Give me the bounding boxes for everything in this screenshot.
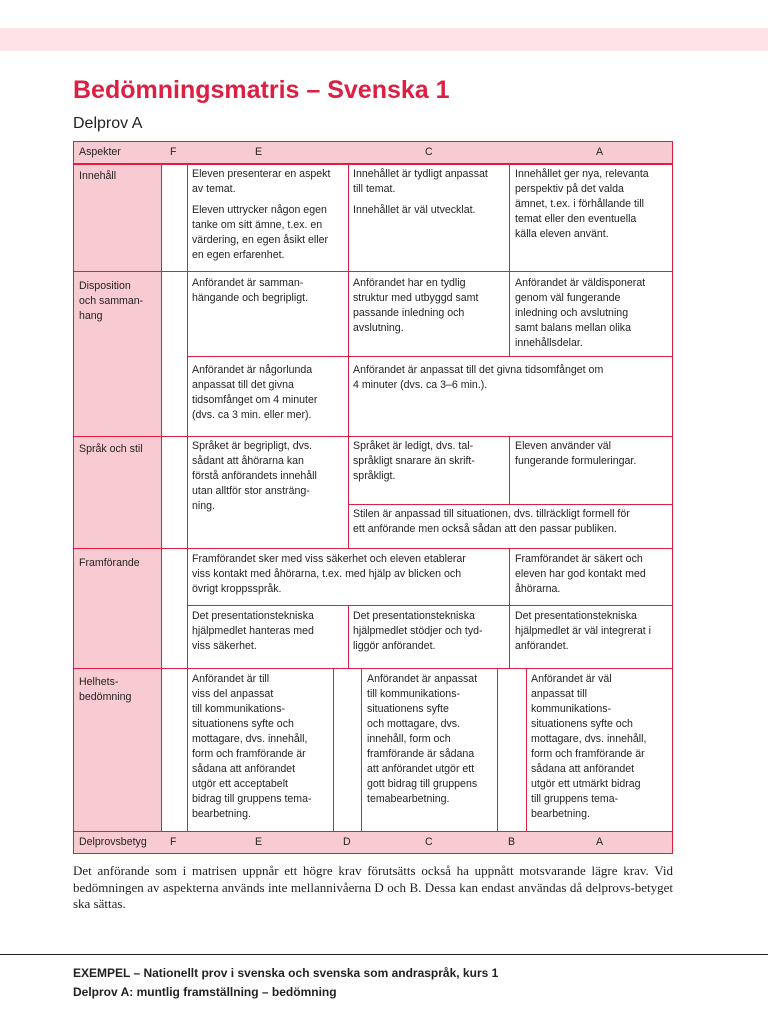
innehall-e-text-2: Eleven uttrycker någon egen tanke om sitt ämne, t.ex. en värdering, en egen åsikt eller en egen erfarenhet. xyxy=(192,204,329,261)
header-aspekter: Aspekter xyxy=(79,146,121,158)
matrix-header-row xyxy=(73,141,673,164)
helhet-e-text: Anförandet är till viss del anpassat till kommunikations- situationens syfte och mottagare, dvs. innehåll, form och framförande är sådana att anförandet utgör ett acceptabelt bidrag till gruppens tema- bearbetning. xyxy=(192,673,312,820)
framforande-e-text-2: Det presentationstekniska hjälpmedlet hanteras med viss säkerhet. xyxy=(192,610,314,652)
row-label-innehall: Innehåll xyxy=(79,170,117,182)
innehall-c-text-2: Innehållet är väl utvecklat. xyxy=(353,204,476,216)
helhet-a-text: Anförandet är väl anpassat till kommunikations- situationens syfte och mottagare, dvs. innehåll, form och framförande är sådana att anförandet utgör ett utmärkt bidrag till gruppens tema- bearbetning. xyxy=(531,673,647,820)
footer-line-2: Delprov A: muntlig framställning – bedömning xyxy=(73,985,337,999)
innehall-e-text-1: Eleven presenterar en aspekt av temat. xyxy=(192,168,331,195)
header-grade-a: A xyxy=(596,146,604,158)
disposition-ca-text-2: Anförandet är anpassat till det givna tidsomfånget om 4 minuter (dvs. ca 3–6 min.). xyxy=(353,364,604,391)
f-cell xyxy=(161,436,188,549)
row-label-disposition: Disposition och samman- hang xyxy=(79,280,144,322)
page-subtitle: Delprov A xyxy=(73,115,143,132)
f-cell xyxy=(161,548,188,669)
header-grade-c: C xyxy=(425,146,433,158)
sprak-e-text-1: Språket är begripligt, dvs. sådant att åhörarna kan förstå anförandets innehåll utan alltför stor ansträng- ning. xyxy=(192,440,317,512)
delprovsbetyg-a: A xyxy=(596,836,604,848)
framforande-a-text-2: Det presentationstekniska hjälpmedlet är väl integrerat i anförandet. xyxy=(515,610,652,652)
f-cell xyxy=(161,271,188,437)
disposition-c-text-1: Anförandet har en tydlig struktur med utbyggd samt passande inledning och avslutning. xyxy=(353,277,479,334)
delprovsbetyg-c: C xyxy=(425,836,433,848)
sprak-a-text-1: Eleven använder väl fungerande formuleringar. xyxy=(515,440,637,467)
delprovsbetyg-label: Delprovsbetyg xyxy=(79,836,147,848)
footer-line-1: EXEMPEL – Nationellt prov i svenska och svenska som andraspråk, kurs 1 xyxy=(73,966,499,980)
delprovsbetyg-d: D xyxy=(343,836,351,848)
f-cell xyxy=(161,164,188,272)
sprak-ca-text-2: Stilen är anpassad till situationen, dvs. tillräckligt formell för ett anförande men också sådan att den passar publiken. xyxy=(353,508,630,535)
footer-divider xyxy=(0,954,768,955)
innehall-c-text-1: Innehållet är tydligt anpassat till temat. xyxy=(353,168,488,195)
row-label-helhet: Helhets- bedömning xyxy=(79,676,132,703)
header-grade-f: F xyxy=(170,146,177,158)
innehall-a-text-1: Innehållet ger nya, relevanta perspektiv på det valda ämnet, t.ex. i förhållande till temat eller den eventuella källa eleven använt. xyxy=(515,168,649,240)
row-label-sprak: Språk och stil xyxy=(79,443,143,455)
delprovsbetyg-b: B xyxy=(508,836,516,848)
sprak-c-text-1: Språket är ledigt, dvs. tal- språkligt snarare än skrift- språkligt. xyxy=(353,440,475,482)
framforande-c-text-2: Det presentationstekniska hjälpmedlet stödjer och tyd- liggör anförandet. xyxy=(353,610,483,652)
header-grade-e: E xyxy=(255,146,263,158)
f-cell xyxy=(161,668,188,832)
delprovsbetyg-e: E xyxy=(255,836,263,848)
b-cell xyxy=(497,668,527,832)
framforande-ec-text-1: Framförandet sker med viss säkerhet och eleven etablerar viss kontakt med åhörarna, t.ex. med hjälp av blicken och övrigt kroppsspråk. xyxy=(192,553,466,595)
disposition-a-text-1: Anförandet är väldisponerat genom väl fungerande inledning och avslutning samt balans mellan olika innehållsdelar. xyxy=(515,277,646,349)
explanatory-note: Det anförande som i matrisen uppnår ett högre krav förutsätts också ha uppnått motsvarande lägre krav. Vid bedömningen av aspekterna används inte mellannivåerna D och B. Dessa kan endast användas då delprovs-betyget ska sättas. xyxy=(73,863,673,911)
row-label-framforande: Framförande xyxy=(79,557,140,569)
delprovsbetyg-f: F xyxy=(170,836,177,848)
framforande-a-text-1: Framförandet är säkert och eleven har god kontakt med åhörarna. xyxy=(515,553,646,595)
page-title: Bedömningsmatris – Svenska 1 xyxy=(73,76,450,104)
d-cell xyxy=(333,668,362,832)
delprovsbetyg-row xyxy=(73,831,673,854)
disposition-e-text-1: Anförandet är samman- hängande och begripligt. xyxy=(192,277,309,304)
helhet-c-text: Anförandet är anpassat till kommunikations- situationens syfte och mottagare, dvs. innehåll, form och framförande är sådana att anförandet utgör ett gott bidrag till gruppens temabearbetning. xyxy=(367,673,478,805)
disposition-e-text-2: Anförandet är någorlunda anpassat till det givna tidsomfånget om 4 minuter (dvs. ca 3 min. eller mer). xyxy=(192,364,318,421)
